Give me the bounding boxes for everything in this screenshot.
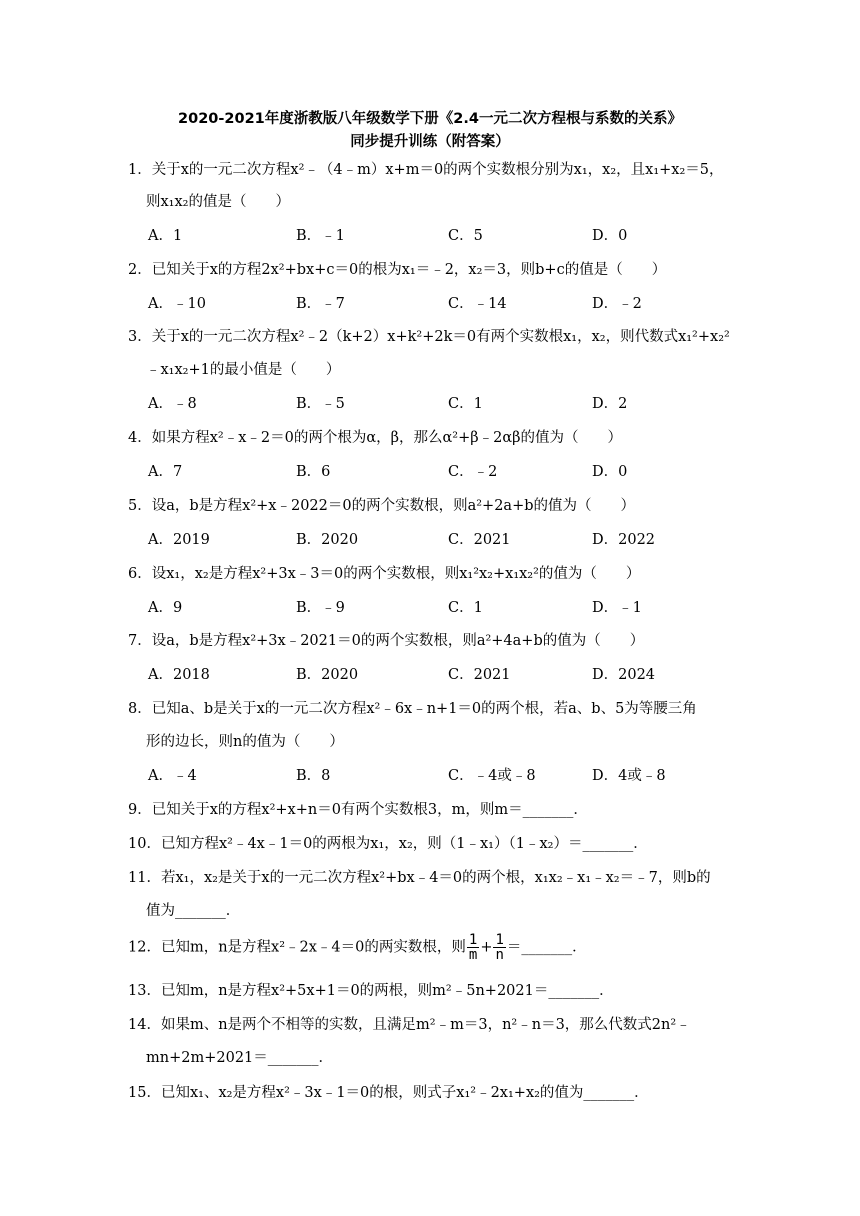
q8-option-d: D．4或﹣8 — [592, 768, 666, 784]
q3-option-a: A．﹣8 — [148, 396, 197, 412]
question-3-line-2: ﹣x₁x₂+1的最小值是（ ） — [146, 362, 341, 378]
q5-option-b: B．2020 — [296, 532, 359, 548]
fraction-1-numerator: 1 — [468, 932, 478, 948]
q3-option-c: C．1 — [448, 396, 483, 412]
q5-option-a: A．2019 — [148, 532, 210, 548]
q8-option-b: B．8 — [296, 768, 331, 784]
plus-sign: + — [480, 939, 493, 956]
question-2-line-1: 2．已知关于x的方程2x²+bx+c＝0的根为x₁＝﹣2，x₂＝3，则b+c的值是（ ） — [128, 262, 667, 278]
question-1-line-1: 1．关于x的一元二次方程x²﹣（4﹣m）x+m＝0的两个实数根分别为x₁，x₂，且x₁+x₂＝5， — [128, 162, 724, 178]
q7-option-c: C．2021 — [448, 667, 511, 683]
fraction-1-denominator: m — [468, 947, 478, 963]
fraction-2-denominator: n — [495, 947, 504, 963]
q5-option-c: C．2021 — [448, 532, 511, 548]
question-12-text-a: 12．已知m，n是方程x²﹣2x﹣4＝0的两实数根，则 — [128, 939, 466, 956]
q4-option-a: A．7 — [148, 464, 183, 480]
question-3-line-1: 3．关于x的一元二次方程x²﹣2（k+2）x+k²+2k＝0有两个实数根x₁，x₂，则代数式x₁²+x₂² — [128, 329, 730, 345]
question-13-line-1: 13．已知m，n是方程x²+5x+1＝0的两根，则m²﹣5n+2021＝_______． — [128, 983, 614, 999]
question-15-line-1: 15．已知x₁、x₂是方程x²﹣3x﹣1＝0的根，则式子x₁²﹣2x₁+x₂的值为_______． — [128, 1085, 649, 1101]
question-6-line-1: 6．设x₁，x₂是方程x²+3x﹣3＝0的两个实数根，则x₁²x₂+x₁x₂²的值为（ ） — [128, 566, 641, 582]
question-8-line-1: 8．已知a、b是关于x的一元二次方程x²﹣6x﹣n+1＝0的两个根，若a、b、5为等腰三角 — [128, 701, 697, 717]
question-10-line-1: 10．已知方程x²﹣4x﹣1＝0的两根为x₁，x₂，则（1﹣x₁）（1﹣x₂）＝_______． — [128, 836, 648, 852]
q4-option-d: D．0 — [592, 464, 628, 480]
question-14-line-2: mn+2m+2021＝_______． — [146, 1050, 334, 1066]
q6-option-c: C．1 — [448, 600, 483, 616]
q1-option-d: D．0 — [592, 228, 628, 244]
q1-option-c: C．5 — [448, 228, 483, 244]
question-1-line-2: 则x₁x₂的值是（ ） — [146, 194, 290, 210]
question-12-line-1 — [128, 933, 587, 962]
title-line-1: 2020-2021年度浙教版八年级数学下册《2.4一元二次方程根与系数的关系》 — [178, 111, 682, 127]
q8-option-a: A．﹣4 — [148, 768, 197, 784]
question-14-line-1: 14．如果m、n是两个不相等的实数，且满足m²﹣m＝3，n²﹣n＝3，那么代数式2n²﹣ — [128, 1017, 691, 1033]
q7-option-b: B．2020 — [296, 667, 359, 683]
question-12-text-b: ＝_______． — [506, 939, 587, 956]
question-5-line-1: 5．设a，b是方程x²+x﹣2022＝0的两个实数根，则a²+2a+b的值为（ ） — [128, 498, 636, 514]
q1-option-b: B．﹣1 — [296, 228, 345, 244]
q1-option-a: A．1 — [148, 228, 183, 244]
q2-option-d: D．﹣2 — [592, 296, 642, 312]
q3-option-b: B．﹣5 — [296, 396, 345, 412]
q7-option-a: A．2018 — [148, 667, 210, 683]
q5-option-d: D．2022 — [592, 532, 656, 548]
question-7-line-1: 7．设a，b是方程x²+3x﹣2021＝0的两个实数根，则a²+4a+b的值为（ ） — [128, 633, 645, 649]
q2-option-c: C．﹣14 — [448, 296, 507, 312]
q3-option-d: D．2 — [592, 396, 628, 412]
q7-option-d: D．2024 — [592, 667, 656, 683]
q6-option-b: B．﹣9 — [296, 600, 345, 616]
q2-option-a: A．﹣10 — [148, 296, 206, 312]
question-11-line-2: 值为_______． — [146, 903, 241, 919]
question-4-line-1: 4．如果方程x²﹣x﹣2＝0的两个根为α，β，那么α²+β﹣2αβ的值为（ ） — [128, 430, 623, 446]
fraction-2-numerator: 1 — [495, 932, 504, 948]
title-line-2: 同步提升训练（附答案） — [350, 134, 510, 150]
fraction-1-over-n — [493, 933, 505, 962]
fraction-1-over-m — [467, 933, 479, 962]
q6-option-d: D．﹣1 — [592, 600, 642, 616]
question-11-line-1: 11．若x₁，x₂是关于x的一元二次方程x²+bx﹣4＝0的两个根，x₁x₂﹣x₁﹣x₂＝﹣7，则b的 — [128, 870, 711, 886]
q8-option-c: C．﹣4或﹣8 — [448, 768, 536, 784]
q2-option-b: B．﹣7 — [296, 296, 345, 312]
q6-option-a: A．9 — [148, 600, 183, 616]
question-9-line-1: 9．已知关于x的方程x²+x+n＝0有两个实数根3，m，则m＝_______． — [128, 802, 588, 818]
q4-option-c: C．﹣2 — [448, 464, 498, 480]
q4-option-b: B．6 — [296, 464, 331, 480]
question-8-line-2: 形的边长，则n的值为（ ） — [146, 734, 344, 750]
